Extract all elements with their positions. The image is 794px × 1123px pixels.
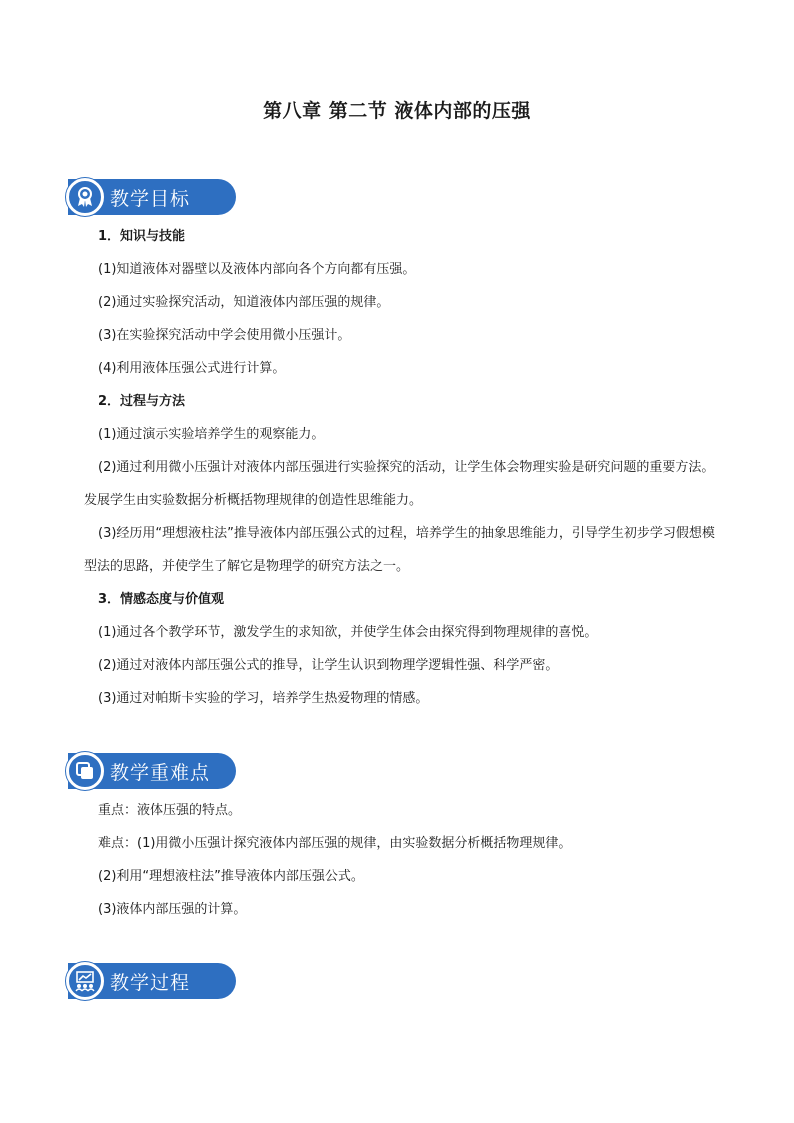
section-header-goals [66,178,226,218]
section-label: 教学重难点 [110,762,211,784]
goals-line: 2．过程与方法 [98,394,186,409]
documents-icon [66,752,104,790]
section-label: 教学过程 [110,972,191,994]
keypoints-line: 难点：(1)用微小压强计探究液体内部压强的规律，由实验数据分析概括物理规律。 [98,836,572,851]
goals-line: (1)通过各个教学环节，激发学生的求知欲，并使学生体会由探究得到物理规律的喜悦。 [98,625,598,640]
goals-line: (2)通过对液体内部压强公式的推导，让学生认识到物理学逻辑性强、科学严密。 [98,658,559,673]
goals-line: (1)知道液体对器壁以及液体内部向各个方向都有压强。 [98,262,416,277]
goals-line: (3)经历用“理想液柱法”推导液体内部压强公式的过程，培养学生的抽象思维能力，引导学生初步学习假想模型法的思路，并使学生了解它是物理学的研究方法之一。 [84,526,715,574]
goals-line: (3)在实验探究活动中学会使用微小压强计。 [98,328,351,343]
keypoints-content [84,794,726,926]
goals-line: (2)通过利用微小压强计对液体内部压强进行实验探究的活动，让学生体会物理实验是研究问题的重要方法。发展学生由实验数据分析概括物理规律的创造性思维能力。 [84,460,715,508]
page-title: 第八章 第二节 液体内部的压强 [263,100,531,122]
goals-line: 1．知识与技能 [98,229,186,244]
keypoints-line: 重点：液体压强的特点。 [98,803,242,818]
section-header-keypoints [66,752,226,792]
goals-line: 3．情感态度与价值观 [98,592,225,607]
presentation-chart-icon [66,962,104,1000]
goals-line: (3)通过对帕斯卡实验的学习，培养学生热爱物理的情感。 [98,691,429,706]
section-label: 教学目标 [110,188,191,210]
goals-line: (4)利用液体压强公式进行计算。 [98,361,286,376]
keypoints-line: (3)液体内部压强的计算。 [98,902,247,917]
award-ribbon-icon [66,178,104,216]
section-header-process [66,962,226,1002]
keypoints-line: (2)利用“理想液柱法”推导液体内部压强公式。 [98,869,364,884]
goals-content [84,220,726,715]
goals-line: (2)通过实验探究活动，知道液体内部压强的规律。 [98,295,390,310]
goals-line: (1)通过演示实验培养学生的观察能力。 [98,427,325,442]
